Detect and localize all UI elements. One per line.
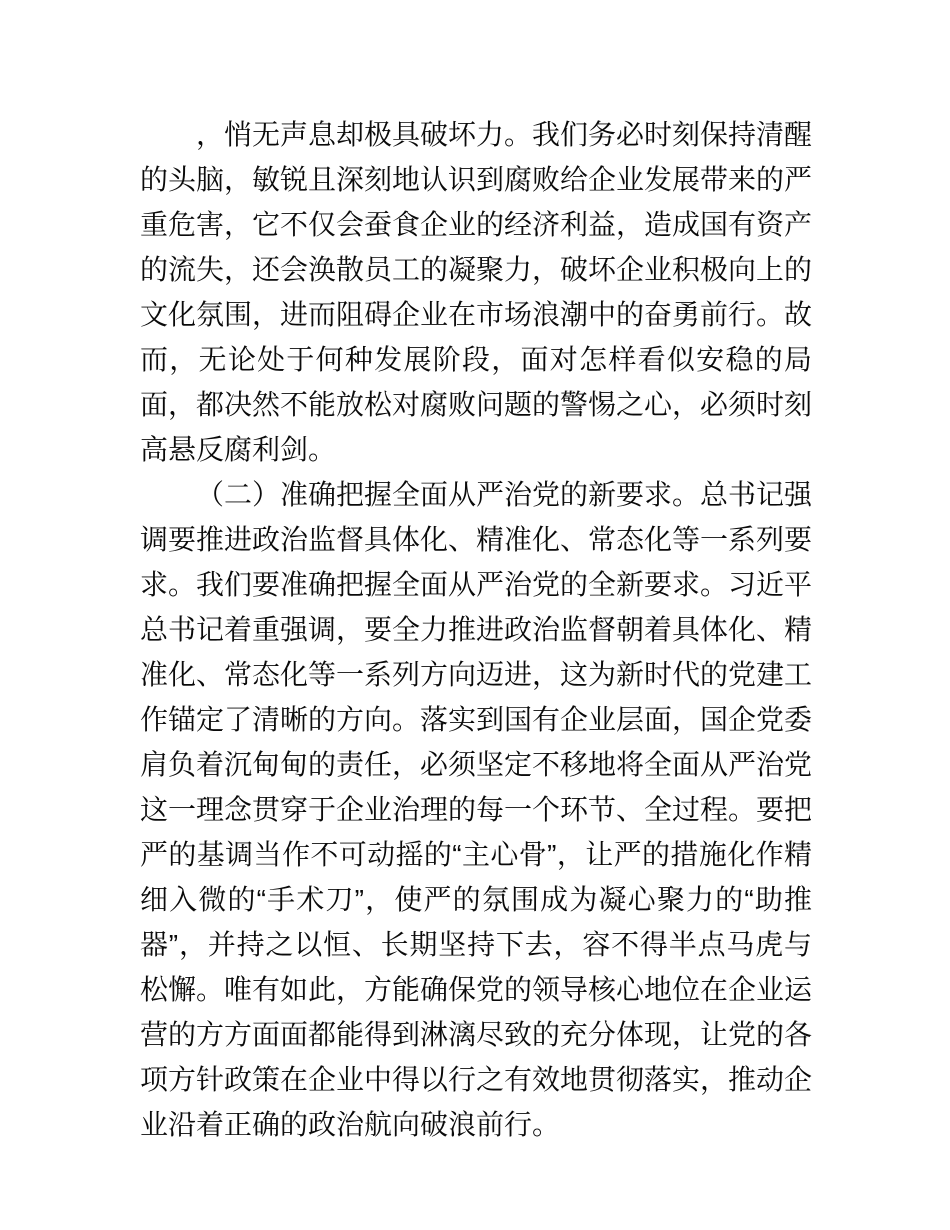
paragraph-2: （二）准确把握全面从严治党的新要求。总书记强调要推进政治监督具体化、精准化、常态化等一系列要求。我们要准确把握全面从严治党的全新要求。习近平总书记着重强调，要全力推进政治监督朝着具体化、精准化、常态化等一系列方向迈进，这为新时代的党建工作锚定了清晰的方向。落实到国有企业层面，国企党委肩负着沉甸甸的责任，必须坚定不移地将全面从严治党这一理念贯穿于企业治理的每一个环节、全过程。要把严的基调当作不可动摇的“主心骨”，让严的措施化作精细入微的“手术刀”，使严的氛围成为凝心聚力的“助推器”，并持之以恒、长期坚持下去，容不得半点马虎与松懈。唯有如此，方能确保党的领导核心地位在企业运营的方方面面都能得到淋漓尽致的充分体现，让党的各项方针政策在企业中得以行之有效地贯彻落实，推动企业沿着正确的政治航向破浪前行。 — [140, 479, 813, 1140]
paragraph-1: ，悄无声息却极具破坏力。我们务必时刻保持清醒的头脑，敏锐且深刻地认识到腐败给企业发展带来的严重危害，它不仅会蚕食企业的经济利益，造成国有资产的流失，还会涣散员工的凝聚力，破坏企业积极向上的文化氛围，进而阻碍企业在市场浪潮中的奋勇前行。故而，无论处于何种发展阶段，面对怎样看似安稳的局面，都决然不能放松对腐败问题的警惕之心，必须时刻高悬反腐利剑。 — [140, 119, 813, 465]
document-text-body — [140, 112, 812, 1147]
